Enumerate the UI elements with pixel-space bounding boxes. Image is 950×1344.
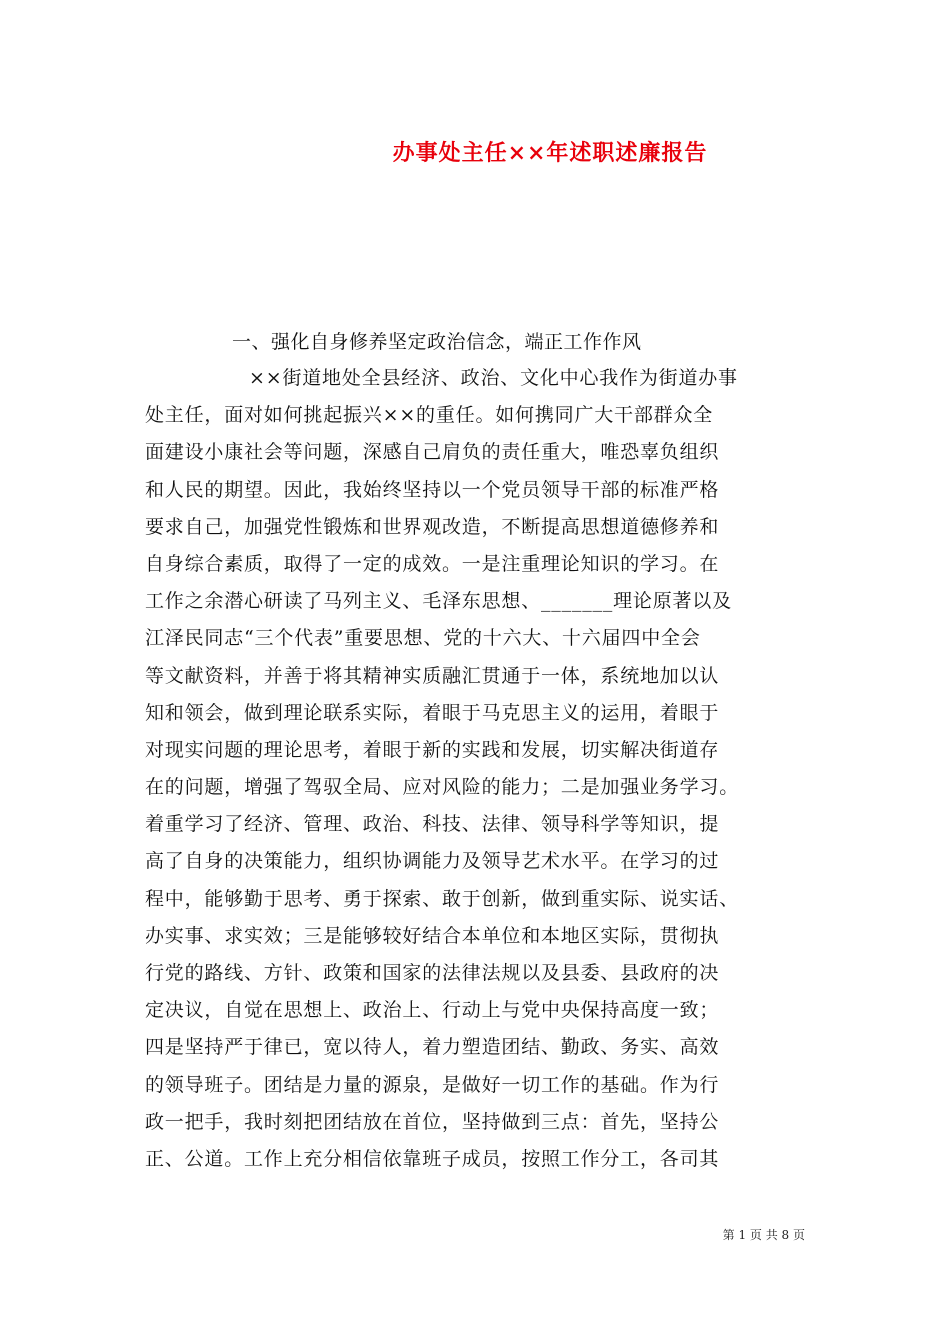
body-line: 要求自己，加强党性锻炼和世界观改造，不断提高思想道德修养和: [145, 515, 720, 538]
body-line: 正、公道。工作上充分相信依靠班子成员，按照工作分工，各司其: [145, 1147, 720, 1170]
body-line: 和人民的期望。因此，我始终坚持以一个党员领导干部的标准严格: [145, 478, 720, 501]
body-line: 在的问题，增强了驾驭全局、应对风险的能力；二是加强业务学习。: [145, 776, 740, 799]
body-line: 的领导班子。团结是力量的源泉，是做好一切工作的基础。作为行: [145, 1073, 720, 1096]
body-line: 高了自身的决策能力，组织协调能力及领导艺术水平。在学习的过: [145, 850, 720, 873]
body-line: 政一把手，我时刻把团结放在首位，坚持做到三点：首先，坚持公: [145, 1110, 720, 1133]
body-line: ××街道地处全县经济、政治、文化中心我作为街道办事: [249, 367, 738, 389]
body-line: 定决议，自觉在思想上、政治上、行动上与党中央保持高度一致；: [145, 999, 720, 1022]
body-line: 江泽民同志“三个代表”重要思想、党的十六大、十六届四中全会: [145, 627, 701, 650]
body-line: 着重学习了经济、管理、政治、科技、法律、领导科学等知识，提: [145, 813, 720, 836]
body-line: 处主任，面对如何挑起振兴××的重任。如何携同广大干部群众全: [145, 404, 714, 427]
body-line: 工作之余潜心研读了马列主义、毛泽东思想、_______理论原著以及: [145, 590, 732, 613]
body-text: [145, 360, 825, 1178]
body-line: 对现实问题的理论思考，着眼于新的实践和发展，切实解决街道存: [145, 738, 720, 761]
body-line: 办实事、求实效；三是能够较好结合本单位和本地区实际，贯彻执: [145, 924, 720, 947]
body-line: 程中，能够勤于思考、勇于探索、敢于创新，做到重实际、说实话、: [145, 887, 740, 910]
body-line: 等文献资料，并善于将其精神实质融汇贯通于一体，系统地加以认: [145, 664, 720, 687]
body-line: 知和领会，做到理论联系实际，着眼于马克思主义的运用，着眼于: [145, 701, 720, 724]
body-line: 自身综合素质，取得了一定的成效。一是注重理论知识的学习。在: [145, 552, 720, 575]
body-line: 行党的路线、方针、政策和国家的法律法规以及县委、县政府的决: [145, 962, 720, 984]
section-heading: 一、强化自身修养坚定政治信念，端正工作作风: [232, 331, 642, 353]
document-title: 办事处主任××年述职述廉报告: [392, 140, 708, 166]
body-line: 四是坚持严于律已，宽以待人，着力塑造团结、勤政、务实、高效: [145, 1036, 720, 1059]
body-line: 面建设小康社会等问题，深感自己肩负的责任重大，唯恐辜负组织: [145, 441, 720, 464]
page-number: 第 1 页 共 8 页: [722, 1228, 805, 1242]
